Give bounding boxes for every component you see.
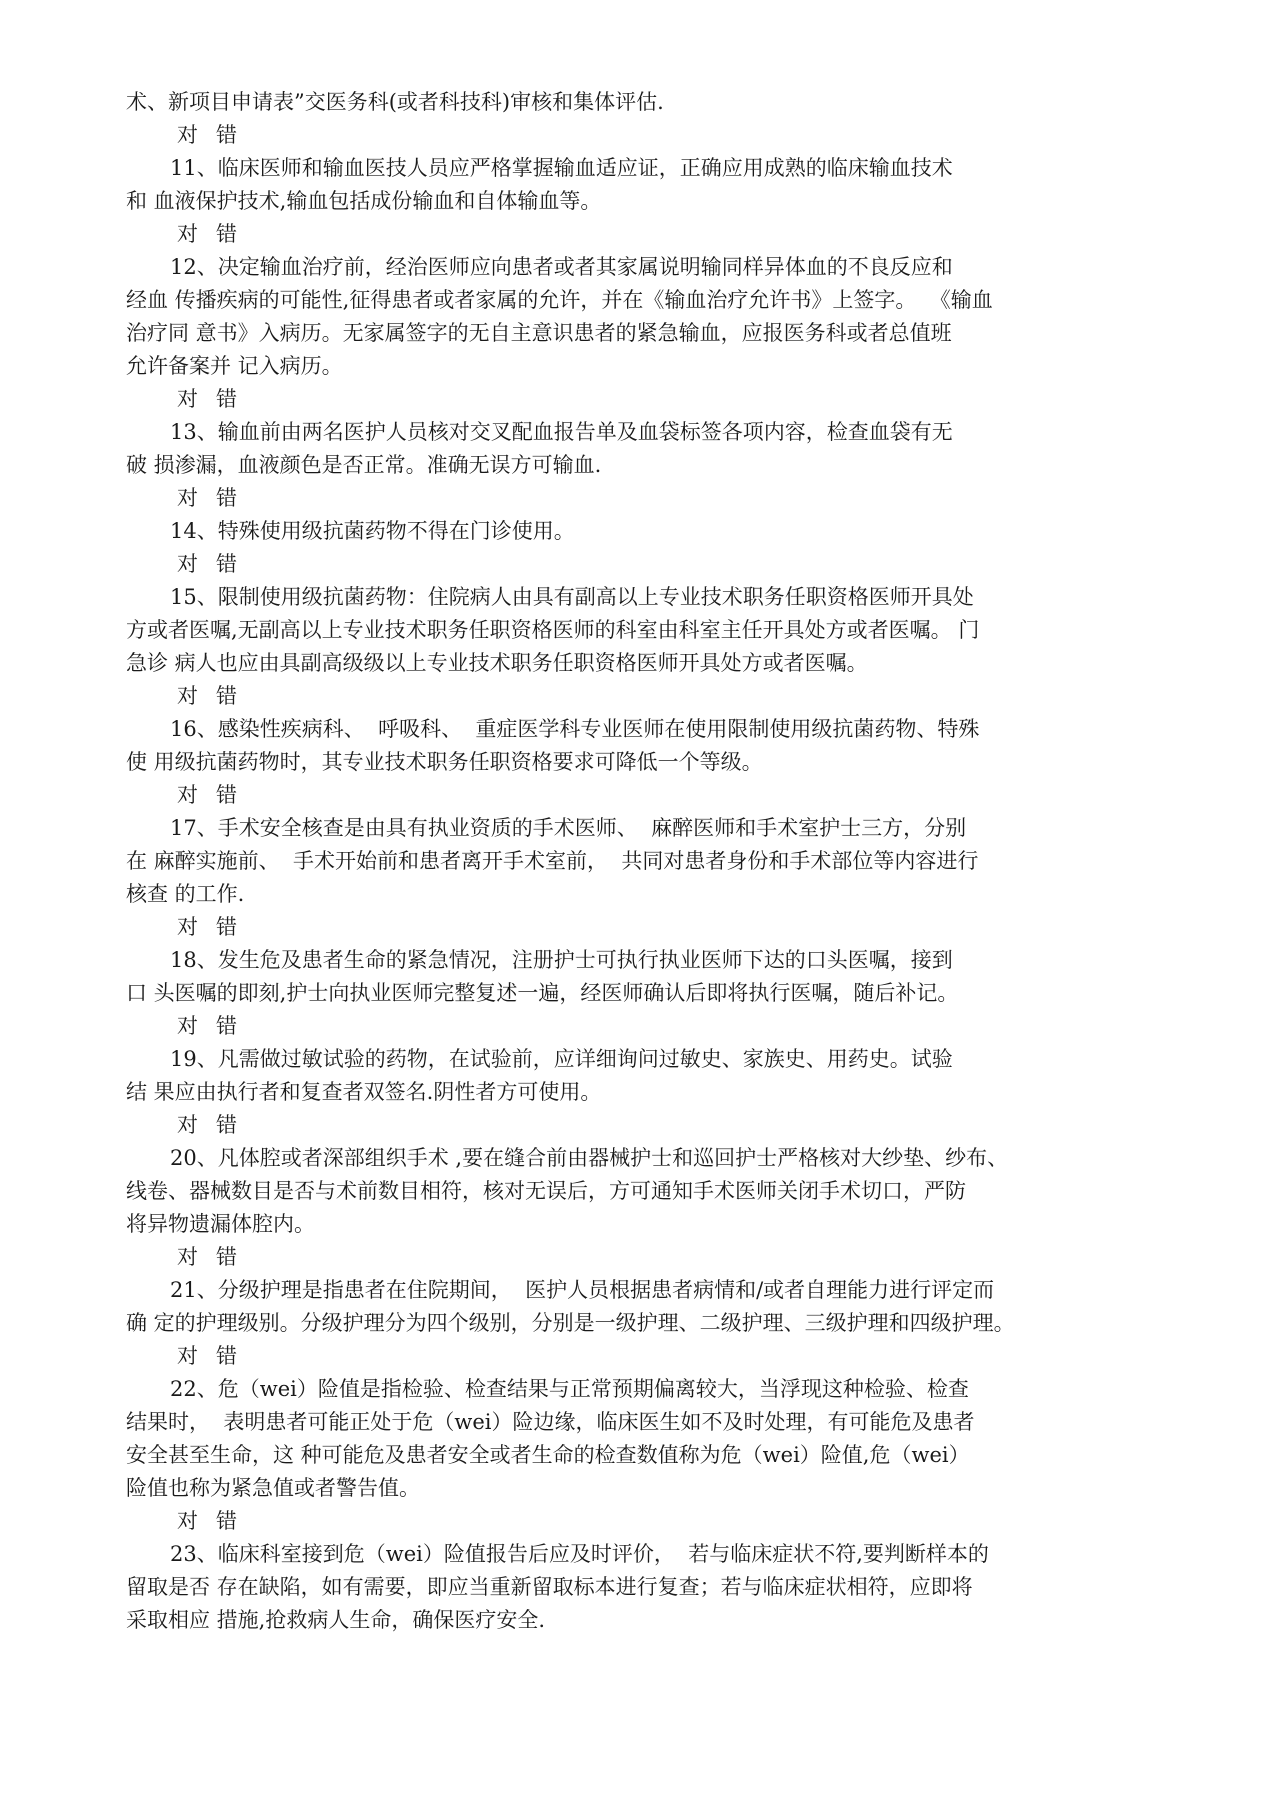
option-false: 错 bbox=[216, 1509, 237, 1533]
question-line: 结 果应由执行者和复查者双签名.阴性者方可使用。 bbox=[126, 1080, 602, 1104]
question-line: 险值也称为紧急值或者警告值。 bbox=[126, 1476, 420, 1500]
option-false: 错 bbox=[216, 1014, 237, 1038]
question-first-line: 19、凡需做过敏试验的药物，在试验前，应详细询问过敏史、家族史、用药史。试验 bbox=[170, 1047, 953, 1071]
question-line: 允许备案并 记入病历。 bbox=[126, 354, 343, 378]
question-first-line: 20、凡体腔或者深部组织手术 ,要在缝合前由器械护士和巡回护士严格核对大纱垫、纱布、 bbox=[170, 1146, 1009, 1170]
question-item bbox=[126, 416, 1176, 515]
option-false: 错 bbox=[216, 123, 237, 147]
question-line: 和 血液保护技术,输血包括成份输血和自体输血等。 bbox=[126, 189, 602, 213]
option-true: 对 bbox=[177, 783, 198, 807]
answer-options bbox=[126, 548, 1176, 581]
question-line: 安全甚至生命，这 种可能危及患者安全或者生命的检查数值称为危（wei）险值,危（wei） bbox=[126, 1443, 970, 1467]
option-false: 错 bbox=[216, 486, 237, 510]
question-line: 急诊 病人也应由具副高级级以上专业技术职务任职资格医师开具处方或者医嘱。 bbox=[126, 651, 868, 675]
question-first-line: 17、手术安全核查是由具有执业资质的手术医师、 麻醉医师和手术室护士三方，分别 bbox=[170, 816, 967, 840]
answer-options bbox=[126, 1109, 1176, 1142]
option-true: 对 bbox=[177, 1014, 198, 1038]
question-item bbox=[126, 251, 1176, 416]
question-line: 采取相应 措施,抢救病人生命，确保医疗安全. bbox=[126, 1608, 546, 1632]
question-line: 治疗同 意书》入病历。无家属签字的无自主意识患者的紧急输血，应报医务科或者总值班 bbox=[126, 321, 952, 345]
question-line: 经血 传播疾病的可能性,征得患者或者家属的允许，并在《输血治疗允许书》上签字。 《输血 bbox=[126, 288, 993, 312]
option-true: 对 bbox=[177, 1509, 198, 1533]
question-item bbox=[126, 1043, 1176, 1142]
question-line: 结果时， 表明患者可能正处于危（wei）险边缘，临床医生如不及时处理，有可能危及患者 bbox=[126, 1410, 975, 1434]
option-false: 错 bbox=[216, 387, 237, 411]
option-false: 错 bbox=[216, 915, 237, 939]
answer-options bbox=[126, 1010, 1176, 1043]
question-line: 在 麻醉实施前、 手术开始前和患者离开手术室前， 共同对患者身份和手术部位等内容进行 bbox=[126, 849, 979, 873]
question-item bbox=[126, 713, 1176, 812]
answer-options bbox=[126, 482, 1176, 515]
option-true: 对 bbox=[177, 1113, 198, 1137]
question-line: 确 定的护理级别。分级护理分为四个级别，分别是一级护理、二级护理、三级护理和四级护理。 bbox=[126, 1311, 1015, 1335]
answer-options bbox=[126, 383, 1176, 416]
question-first-line: 22、危（wei）险值是指检验、检查结果与正常预期偏离较大，当浮现这种检验、检查 bbox=[170, 1377, 969, 1401]
answer-options bbox=[126, 119, 1176, 152]
answer-options bbox=[126, 1340, 1176, 1373]
option-false: 错 bbox=[216, 684, 237, 708]
question-first-line: 12、决定输血治疗前，经治医师应向患者或者其家属说明输同样异体血的不良反应和 bbox=[170, 255, 953, 279]
answer-options bbox=[126, 218, 1176, 251]
option-false: 错 bbox=[216, 1344, 237, 1368]
answer-options bbox=[126, 680, 1176, 713]
answer-options bbox=[126, 779, 1176, 812]
question-first-line: 11、临床医师和输血医技人员应严格掌握输血适应证，正确应用成熟的临床输血技术 bbox=[170, 156, 953, 180]
question-first-line: 23、临床科室接到危（wei）险值报告后应及时评价， 若与临床症状不符,要判断样本的 bbox=[170, 1542, 989, 1566]
question-first-line: 15、限制使用级抗菌药物：住院病人由具有副高以上专业技术职务任职资格医师开具处 bbox=[170, 585, 974, 609]
question-line: 将异物遗漏体腔内。 bbox=[126, 1212, 315, 1236]
question-first-line: 18、发生危及患者生命的紧急情况，注册护士可执行执业医师下达的口头医嘱，接到 bbox=[170, 948, 953, 972]
answer-options bbox=[126, 1241, 1176, 1274]
option-false: 错 bbox=[216, 1113, 237, 1137]
question-line: 破 损渗漏，血液颜色是否正常。准确无误方可输血. bbox=[126, 453, 602, 477]
option-true: 对 bbox=[177, 915, 198, 939]
option-true: 对 bbox=[177, 387, 198, 411]
option-true: 对 bbox=[177, 123, 198, 147]
document-page bbox=[126, 86, 1176, 1637]
question-item bbox=[126, 1373, 1176, 1538]
question-item bbox=[126, 152, 1176, 251]
option-false: 错 bbox=[216, 1245, 237, 1269]
intro-line: 术、新项目申请表”交医务科(或者科技科)审核和集体评估. bbox=[126, 90, 664, 114]
document-body bbox=[126, 86, 1176, 1637]
question-line: 线卷、器械数目是否与术前数目相符，核对无误后，方可通知手术医师关闭手术切口，严防 bbox=[126, 1179, 966, 1203]
question-line: 方或者医嘱,无副高以上专业技术职务任职资格医师的科室由科室主任开具处方或者医嘱。 门 bbox=[126, 618, 980, 642]
option-true: 对 bbox=[177, 1344, 198, 1368]
question-item bbox=[126, 515, 1176, 581]
question-item bbox=[126, 1538, 1176, 1637]
question-line: 核查 的工作. bbox=[126, 882, 245, 906]
question-line: 留取是否 存在缺陷，如有需要，即应当重新留取标本进行复查；若与临床症状相符，应即将 bbox=[126, 1575, 973, 1599]
answer-options bbox=[126, 911, 1176, 944]
question-first-line: 13、输血前由两名医护人员核对交叉配血报告单及血袋标签各项内容，检查血袋有无 bbox=[170, 420, 953, 444]
question-first-line: 16、感染性疾病科、 呼吸科、 重症医学科专业医师在使用限制使用级抗菌药物、特殊 bbox=[170, 717, 980, 741]
question-item bbox=[126, 944, 1176, 1043]
question-item bbox=[126, 812, 1176, 944]
question-first-line: 21、分级护理是指患者在住院期间， 医护人员根据患者病情和/或者自理能力进行评定而 bbox=[170, 1278, 995, 1302]
option-false: 错 bbox=[216, 783, 237, 807]
option-false: 错 bbox=[216, 222, 237, 246]
option-true: 对 bbox=[177, 222, 198, 246]
question-line: 使 用级抗菌药物时，其专业技术职务任职资格要求可降低一个等级。 bbox=[126, 750, 763, 774]
answer-options bbox=[126, 1505, 1176, 1538]
question-first-line: 14、特殊使用级抗菌药物不得在门诊使用。 bbox=[170, 519, 575, 543]
option-true: 对 bbox=[177, 552, 198, 576]
option-false: 错 bbox=[216, 552, 237, 576]
question-item bbox=[126, 581, 1176, 713]
question-item bbox=[126, 1274, 1176, 1373]
option-true: 对 bbox=[177, 684, 198, 708]
option-true: 对 bbox=[177, 1245, 198, 1269]
option-true: 对 bbox=[177, 486, 198, 510]
question-item bbox=[126, 1142, 1176, 1274]
question-line: 口 头医嘱的即刻,护士向执业医师完整复述一遍，经医师确认后即将执行医嘱，随后补记。 bbox=[126, 981, 959, 1005]
